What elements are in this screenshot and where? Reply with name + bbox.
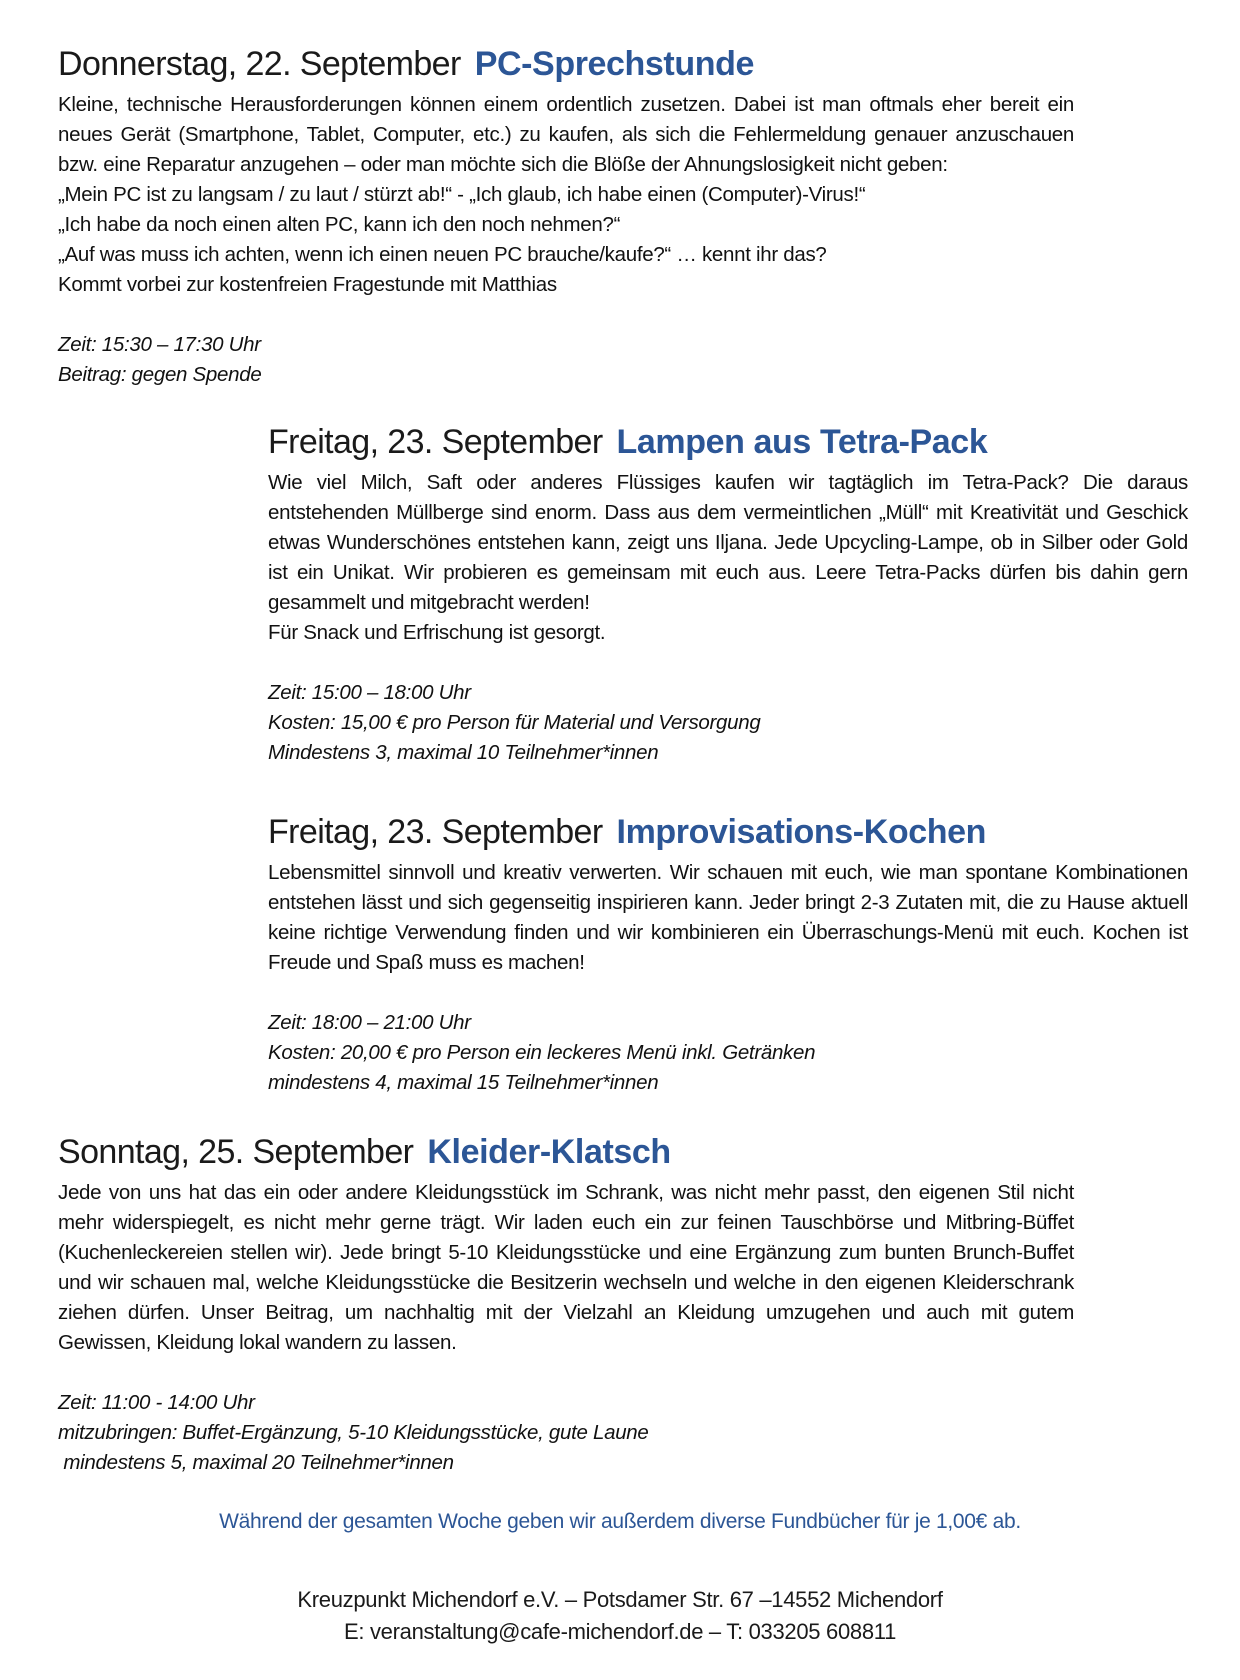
event-title: Lampen aus Tetra-Pack [616,423,988,461]
event-info [268,1008,1188,1098]
event-bring-along: mitzubringen: Buffet-Ergänzung, 5-10 Kleidungsstücke, gute Laune [58,1421,649,1444]
event-cost: Beitrag: gegen Spende [58,363,262,386]
event-heading [268,812,1188,856]
event-paragraph: „Ich habe da noch einen alten PC, kann ich den noch nehmen?“ [58,213,621,236]
event-participants: mindestens 5, maximal 20 Teilnehmer*innen [58,1451,454,1474]
event-date: Freitag, 23. September [268,813,603,851]
event-cost: Kosten: 20,00 € pro Person ein leckeres Menü inkl. Getränken [268,1041,816,1064]
event-paragraph: „Auf was muss ich achten, wenn ich einen neuen PC brauche/kaufe?“ … kennt ihr das? [58,243,827,266]
event-description [58,1178,1074,1358]
event-heading [268,422,1188,466]
event-time: Zeit: 18:00 – 21:00 Uhr [268,1011,471,1034]
event-title: Improvisations-Kochen [616,813,986,851]
event-paragraph: Jede von uns hat das ein oder andere Kleidungsstück im Schrank, was nicht mehr passt, den eigenen Stil nicht mehr widerspiegelt, es nicht mehr gerne trägt. Wir laden euch ein zur feinen Tauschbörse und Mitbring-Büffet (Kuchenleckereien stellen wir). Jede bringt 5-10 Kleidungsstücke und eine Ergänzung zum bunten Brunch-Buffet und wir schauen mal, welche Kleidungsstücke die Besitzerin wechseln und welche in den eigenen Kleiderschrank ziehen dürfen. Unser Beitrag, um nachhaltig mit der Vielzahl an Kleidung umzugehen und auch mit gutem Gewissen, Kleidung lokal wandern zu lassen. [58,1181,1074,1354]
event-description [58,90,1074,300]
event-lampen-tetra-pack [268,422,1188,768]
week-note: Während der gesamten Woche geben wir außerdem diverse Fundbücher für je 1,00€ ab. [219,1510,1021,1533]
event-title: Kleider-Klatsch [427,1133,671,1171]
event-pc-sprechstunde [58,44,1074,390]
event-paragraph: „Mein PC ist zu langsam / zu laut / stürzt ab!“ - „Ich glaub, ich habe einen (Computer)-Virus!“ [58,183,866,206]
event-paragraph: Für Snack und Erfrischung ist gesorgt. [268,621,606,644]
footer-contact [0,1584,1240,1648]
event-time: Zeit: 11:00 - 14:00 Uhr [58,1391,255,1414]
event-date: Donnerstag, 22. September [58,45,461,83]
event-kleider-klatsch [58,1132,1074,1478]
event-participants: mindestens 4, maximal 15 Teilnehmer*innen [268,1071,659,1094]
event-participants: Mindestens 3, maximal 10 Teilnehmer*innen [268,741,659,764]
event-description [268,468,1188,648]
event-paragraph: Kommt vorbei zur kostenfreien Fragestunde mit Matthias [58,273,557,296]
event-time: Zeit: 15:00 – 18:00 Uhr [268,681,471,704]
event-paragraph: Wie viel Milch, Saft oder anderes Flüssiges kaufen wir tagtäglich im Tetra-Pack? Die daraus entstehenden Müllberge sind enorm. Dass aus dem vermeintlichen „Müll“ mit Kreativität und Geschick etwas Wunderschönes entstehen kann, zeigt uns Iljana. Jede Upcycling-Lampe, ob in Silber oder Gold ist ein Unikat. Wir probieren es gemeinsam mit euch aus. Leere Tetra-Packs dürfen bis dahin gern gesammelt und mitgebracht werden! [268,471,1188,614]
event-paragraph: Kleine, technische Herausforderungen können einem ordentlich zusetzen. Dabei ist man oftmals eher bereit ein neues Gerät (Smartphone, Tablet, Computer, etc.) zu kaufen, als sich die Fehlermeldung genauer anzuschauen bzw. eine Reparatur anzugehen – oder man möchte sich die Blöße der Ahnungslosigkeit nicht geben: [58,93,1074,176]
event-improvisations-kochen [268,812,1188,1098]
event-date: Sonntag, 25. September [58,1133,414,1171]
event-time: Zeit: 15:30 – 17:30 Uhr [58,333,261,356]
event-info [58,1388,1074,1478]
event-title: PC-Sprechstunde [474,45,754,83]
event-date: Freitag, 23. September [268,423,603,461]
event-info [58,330,1074,390]
event-cost: Kosten: 15,00 € pro Person für Material und Versorgung [268,711,761,734]
event-heading [58,44,1074,88]
event-heading [58,1132,1074,1176]
event-info [268,678,1188,768]
footer-address: Kreuzpunkt Michendorf e.V. – Potsdamer Str. 67 –14552 Michendorf [297,1587,943,1612]
event-description [268,858,1188,978]
event-paragraph: Lebensmittel sinnvoll und kreativ verwerten. Wir schauen mit euch, wie man spontane Kombinationen entstehen lässt und sich gegenseitig inspirieren kann. Jeder bringt 2-3 Zutaten mit, die zu Hause aktuell keine richtige Verwendung finden und wir kombinieren ein Überraschungs-Menü mit euch. Kochen ist Freude und Spaß muss es machen! [268,861,1188,974]
footer-contact-line: E: veranstaltung@cafe-michendorf.de – T: 033205 608811 [343,1619,897,1644]
